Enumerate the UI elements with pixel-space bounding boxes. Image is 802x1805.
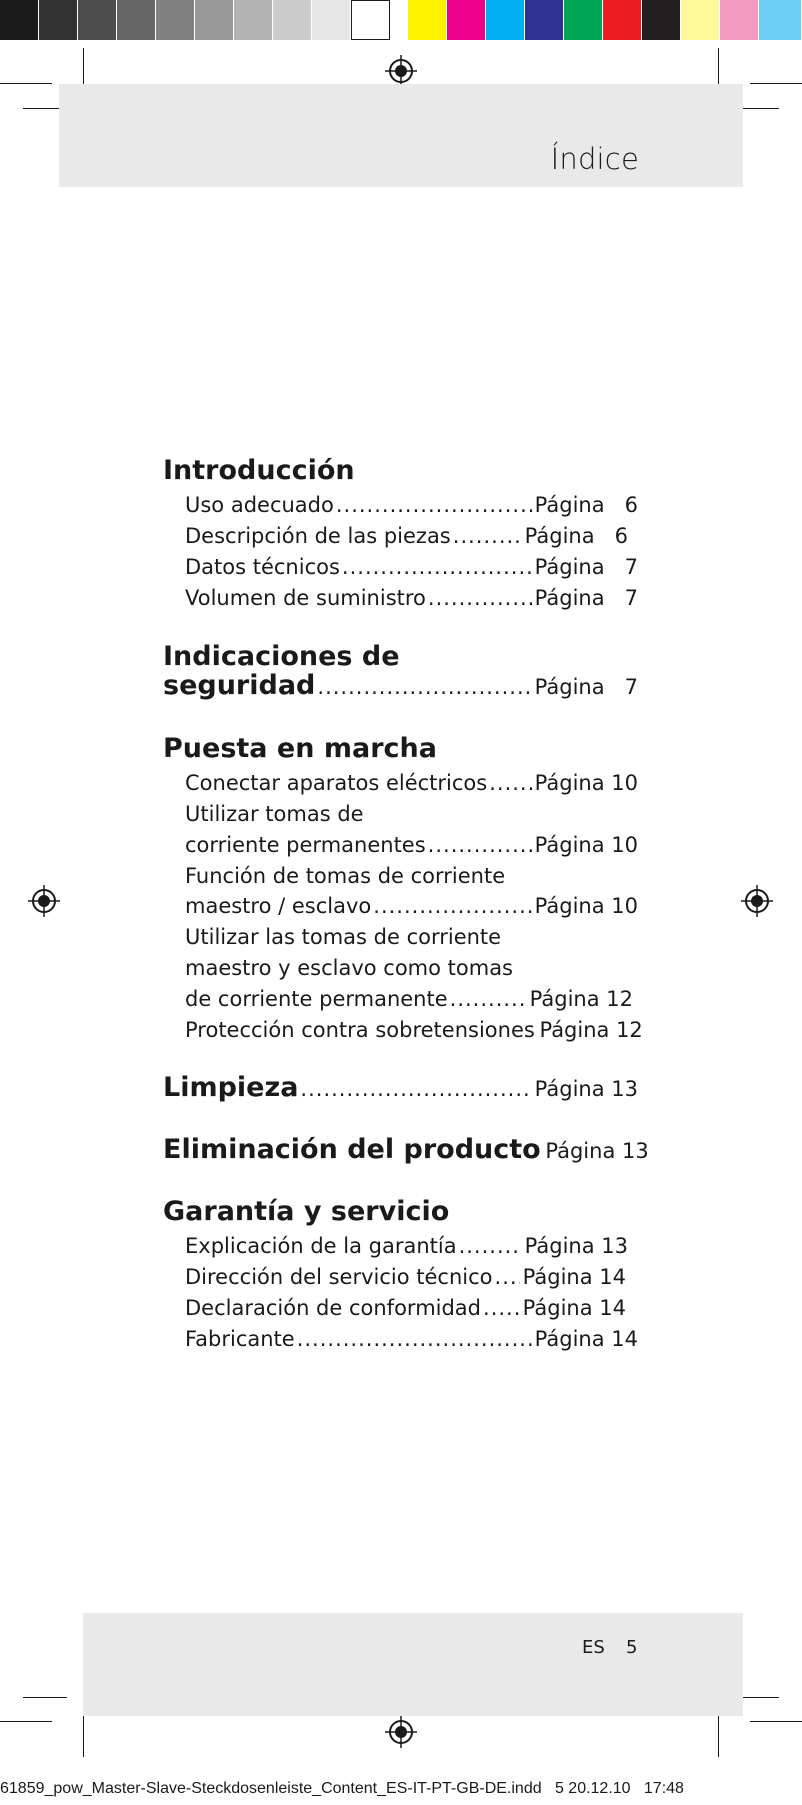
toc-entry-label: Descripción de las piezas xyxy=(185,524,451,548)
color-calibration-bar xyxy=(0,0,802,44)
section-heading-seguridad: seguridad xyxy=(163,670,316,701)
toc-entry-label-line: maestro y esclavo como tomas xyxy=(185,956,514,980)
header-band xyxy=(59,84,743,187)
color-swatch xyxy=(759,0,802,40)
color-swatch xyxy=(39,0,78,40)
toc-entry[interactable] xyxy=(185,524,628,548)
section-heading-puesta: Puesta en marcha xyxy=(163,733,437,764)
toc-entry[interactable] xyxy=(185,1327,638,1351)
toc-entry-page: Página 12 xyxy=(529,987,633,1011)
toc-entry-label: Protección contra sobretensiones xyxy=(185,1018,535,1042)
leader-dots xyxy=(317,675,532,699)
section-heading-eliminacion: Eliminación del producto xyxy=(163,1134,541,1165)
color-swatch xyxy=(603,0,642,40)
leader-dots xyxy=(450,987,527,1011)
toc-entry-label: Fabricante xyxy=(185,1327,295,1351)
toc-entry-page: Página 10 xyxy=(534,833,638,857)
color-swatch xyxy=(234,0,273,40)
color-swatch xyxy=(642,0,681,40)
toc-entry-label: Explicación de la garantía xyxy=(185,1234,457,1258)
crop-mark xyxy=(718,1713,719,1757)
toc-entry-label: Dirección del servicio técnico xyxy=(185,1265,493,1289)
page-title: Índice xyxy=(550,142,639,176)
toc-entry-page: Página 7 xyxy=(534,675,638,699)
toc-heading-entry-seguridad[interactable] xyxy=(163,670,638,701)
toc-entry-page: Página 14 xyxy=(534,1327,638,1351)
toc-entry-page: Página 10 xyxy=(534,771,638,795)
leader-dots xyxy=(495,1265,520,1289)
crop-mark xyxy=(83,1713,84,1757)
toc-entry-label: Volumen de suministro xyxy=(185,586,426,610)
color-swatch xyxy=(273,0,312,40)
toc-entry-page: Página 13 xyxy=(524,1234,628,1258)
color-swatch xyxy=(78,0,117,40)
section-heading-limpieza: Limpieza xyxy=(163,1072,299,1103)
toc-entry-page: Página 6 xyxy=(534,493,638,517)
footer-band xyxy=(83,1613,743,1716)
color-swatch xyxy=(447,0,486,40)
toc-entry-label-line: Función de tomas de corriente xyxy=(185,864,506,888)
color-swatch xyxy=(564,0,603,40)
toc-entry-page: Página 14 xyxy=(522,1265,626,1289)
crop-mark xyxy=(750,83,802,84)
leader-dots xyxy=(428,586,532,610)
crop-mark xyxy=(750,1721,802,1722)
color-swatch xyxy=(195,0,234,40)
leader-dots xyxy=(483,1296,520,1320)
toc-entry-label-line: Utilizar tomas de xyxy=(185,802,364,826)
toc-entry[interactable] xyxy=(185,1234,628,1258)
leader-dots xyxy=(459,1234,522,1258)
toc-entry-label: corriente permanentes xyxy=(185,833,426,857)
color-swatch xyxy=(525,0,564,40)
toc-entry-label: Conectar aparatos eléctricos xyxy=(185,771,488,795)
leader-dots xyxy=(453,524,522,548)
toc-entry-label: de corriente permanente xyxy=(185,987,448,1011)
toc-entry[interactable] xyxy=(185,555,638,579)
toc-entry-page: Página 10 xyxy=(534,894,638,918)
color-swatch xyxy=(408,0,447,40)
footer-language-code: ES xyxy=(582,1637,605,1658)
leader-dots xyxy=(342,555,532,579)
leader-dots xyxy=(297,1327,532,1351)
section-heading-indicaciones: Indicaciones de xyxy=(163,641,400,672)
toc-entry-label: Uso adecuado xyxy=(185,493,334,517)
section-heading-introduccion: Introducción xyxy=(163,455,355,486)
toc-entry-page: Página 6 xyxy=(524,524,628,548)
toc-entry-page: Página 13 xyxy=(534,1077,638,1101)
crop-mark xyxy=(0,1721,52,1722)
color-swatch xyxy=(720,0,759,40)
print-slug: 61859_pow_Master-Slave-Steckdosenleiste_Content_ES-IT-PT-GB-DE.indd 5 20.12.10 17:48 xyxy=(0,1780,684,1797)
toc-entry-page: Página 13 xyxy=(545,1139,649,1163)
color-swatch xyxy=(156,0,195,40)
color-swatch xyxy=(312,0,351,40)
toc-entry-label-line: Utilizar las tomas de corriente xyxy=(185,925,502,949)
color-swatch xyxy=(0,0,39,40)
toc-heading-entry-eliminacion[interactable] xyxy=(163,1134,649,1165)
toc-entry-label: Datos técnicos xyxy=(185,555,340,579)
toc-entry[interactable] xyxy=(185,833,638,857)
toc-entry-page: Página 12 xyxy=(539,1018,643,1042)
color-swatch xyxy=(351,0,390,40)
toc-entry[interactable] xyxy=(185,1265,626,1289)
crop-mark xyxy=(23,1697,67,1698)
registration-mark-icon xyxy=(27,884,61,918)
leader-dots xyxy=(428,833,532,857)
toc-entry-label: Declaración de conformidad xyxy=(185,1296,482,1320)
toc-heading-entry-limpieza[interactable] xyxy=(163,1072,638,1103)
leader-dots xyxy=(373,894,532,918)
registration-mark-icon xyxy=(740,884,774,918)
registration-mark-icon xyxy=(384,1715,418,1749)
crop-mark xyxy=(0,83,52,84)
toc-entry-page: Página 7 xyxy=(534,555,638,579)
toc-entry[interactable] xyxy=(185,894,638,918)
leader-dots xyxy=(489,771,532,795)
toc-entry[interactable] xyxy=(185,1296,626,1320)
toc-entry[interactable] xyxy=(185,771,638,795)
color-swatch xyxy=(117,0,156,40)
toc-entry-page: Página 7 xyxy=(534,586,638,610)
toc-entry[interactable] xyxy=(185,987,633,1011)
leader-dots xyxy=(300,1077,532,1101)
footer-page-number: 5 xyxy=(626,1637,638,1658)
toc-entry[interactable] xyxy=(185,1018,643,1042)
color-swatch xyxy=(486,0,525,40)
leader-dots xyxy=(336,493,532,517)
toc-entry-label: maestro / esclavo xyxy=(185,894,372,918)
toc-entry[interactable] xyxy=(185,493,638,517)
registration-mark-icon xyxy=(384,54,418,88)
section-heading-garantia: Garantía y servicio xyxy=(163,1196,450,1227)
toc-entry[interactable] xyxy=(185,586,638,610)
toc-entry-page: Página 14 xyxy=(522,1296,626,1320)
color-swatch xyxy=(681,0,720,40)
